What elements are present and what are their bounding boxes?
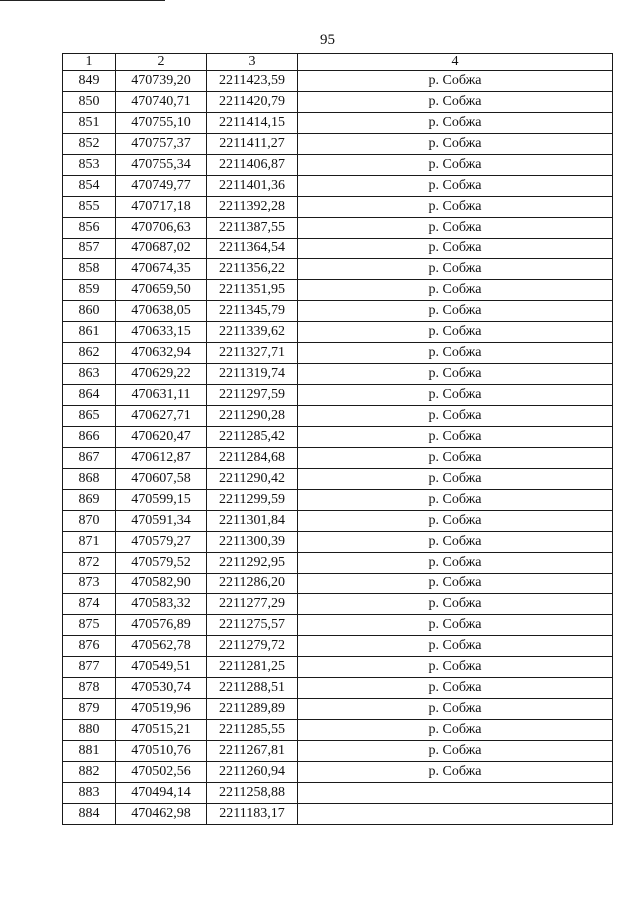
point-number-cell: 878: [63, 678, 116, 699]
point-number-cell: 866: [63, 426, 116, 447]
description-cell: р. Собжа: [298, 322, 613, 343]
table-row: [63, 426, 613, 447]
y-coordinate-cell: 2211183,17: [207, 803, 298, 824]
table-row: [63, 573, 613, 594]
x-coordinate-cell: 470706,63: [116, 217, 207, 238]
table-row: [63, 343, 613, 364]
point-number-cell: 854: [63, 175, 116, 196]
description-cell: р. Собжа: [298, 573, 613, 594]
point-number-cell: 872: [63, 552, 116, 573]
table-row: [63, 133, 613, 154]
column-header-1: 1: [63, 54, 116, 71]
y-coordinate-cell: 2211364,54: [207, 238, 298, 259]
table-row: [63, 280, 613, 301]
table-row: [63, 406, 613, 427]
point-number-cell: 856: [63, 217, 116, 238]
y-coordinate-cell: 2211414,15: [207, 112, 298, 133]
description-cell: р. Собжа: [298, 112, 613, 133]
point-number-cell: 865: [63, 406, 116, 427]
y-coordinate-cell: 2211420,79: [207, 91, 298, 112]
y-coordinate-cell: 2211351,95: [207, 280, 298, 301]
point-number-cell: 849: [63, 71, 116, 92]
point-number-cell: 867: [63, 447, 116, 468]
table-row: [63, 385, 613, 406]
point-number-cell: 852: [63, 133, 116, 154]
y-coordinate-cell: 2211267,81: [207, 741, 298, 762]
point-number-cell: 870: [63, 510, 116, 531]
table-header-row: [63, 54, 613, 71]
table-row: [63, 301, 613, 322]
x-coordinate-cell: 470620,47: [116, 426, 207, 447]
y-coordinate-cell: 2211356,22: [207, 259, 298, 280]
description-cell: р. Собжа: [298, 761, 613, 782]
x-coordinate-cell: 470632,94: [116, 343, 207, 364]
x-coordinate-cell: 470510,76: [116, 741, 207, 762]
x-coordinate-cell: 470687,02: [116, 238, 207, 259]
description-cell: р. Собжа: [298, 468, 613, 489]
description-cell: р. Собжа: [298, 636, 613, 657]
point-number-cell: 860: [63, 301, 116, 322]
x-coordinate-cell: 470599,15: [116, 489, 207, 510]
table-row: [63, 531, 613, 552]
table-row: [63, 112, 613, 133]
column-header-2: 2: [116, 54, 207, 71]
table-row: [63, 720, 613, 741]
point-number-cell: 880: [63, 720, 116, 741]
point-number-cell: 862: [63, 343, 116, 364]
description-cell: р. Собжа: [298, 133, 613, 154]
x-coordinate-cell: 470591,34: [116, 510, 207, 531]
point-number-cell: 881: [63, 741, 116, 762]
description-cell: [298, 803, 613, 824]
y-coordinate-cell: 2211297,59: [207, 385, 298, 406]
x-coordinate-cell: 470515,21: [116, 720, 207, 741]
table-body: [63, 71, 613, 825]
y-coordinate-cell: 2211299,59: [207, 489, 298, 510]
x-coordinate-cell: 470674,35: [116, 259, 207, 280]
table-row: [63, 699, 613, 720]
table-row: [63, 217, 613, 238]
table-row: [63, 91, 613, 112]
y-coordinate-cell: 2211279,72: [207, 636, 298, 657]
table-row: [63, 238, 613, 259]
description-cell: р. Собжа: [298, 217, 613, 238]
y-coordinate-cell: 2211301,84: [207, 510, 298, 531]
x-coordinate-cell: 470659,50: [116, 280, 207, 301]
y-coordinate-cell: 2211286,20: [207, 573, 298, 594]
x-coordinate-cell: 470494,14: [116, 782, 207, 803]
point-number-cell: 858: [63, 259, 116, 280]
x-coordinate-cell: 470757,37: [116, 133, 207, 154]
y-coordinate-cell: 2211423,59: [207, 71, 298, 92]
description-cell: р. Собжа: [298, 71, 613, 92]
x-coordinate-cell: 470462,98: [116, 803, 207, 824]
y-coordinate-cell: 2211284,68: [207, 447, 298, 468]
y-coordinate-cell: 2211288,51: [207, 678, 298, 699]
x-coordinate-cell: 470717,18: [116, 196, 207, 217]
table-row: [63, 782, 613, 803]
x-coordinate-cell: 470579,27: [116, 531, 207, 552]
point-number-cell: 882: [63, 761, 116, 782]
point-number-cell: 871: [63, 531, 116, 552]
description-cell: р. Собжа: [298, 615, 613, 636]
point-number-cell: 883: [63, 782, 116, 803]
x-coordinate-cell: 470755,34: [116, 154, 207, 175]
y-coordinate-cell: 2211277,29: [207, 594, 298, 615]
description-cell: р. Собжа: [298, 175, 613, 196]
x-coordinate-cell: 470519,96: [116, 699, 207, 720]
page-number: 95: [320, 32, 335, 48]
point-number-cell: 850: [63, 91, 116, 112]
point-number-cell: 853: [63, 154, 116, 175]
table-row: [63, 615, 613, 636]
description-cell: р. Собжа: [298, 510, 613, 531]
table-row: [63, 259, 613, 280]
x-coordinate-cell: 470562,78: [116, 636, 207, 657]
y-coordinate-cell: 2211290,42: [207, 468, 298, 489]
coordinates-table: [62, 53, 613, 825]
table-row: [63, 510, 613, 531]
description-cell: р. Собжа: [298, 699, 613, 720]
description-cell: р. Собжа: [298, 385, 613, 406]
description-cell: р. Собжа: [298, 406, 613, 427]
y-coordinate-cell: 2211281,25: [207, 657, 298, 678]
y-coordinate-cell: 2211387,55: [207, 217, 298, 238]
x-coordinate-cell: 470629,22: [116, 364, 207, 385]
description-cell: [298, 782, 613, 803]
x-coordinate-cell: 470502,56: [116, 761, 207, 782]
x-coordinate-cell: 470755,10: [116, 112, 207, 133]
point-number-cell: 861: [63, 322, 116, 343]
table-row: [63, 594, 613, 615]
x-coordinate-cell: 470638,05: [116, 301, 207, 322]
table-row: [63, 552, 613, 573]
y-coordinate-cell: 2211258,88: [207, 782, 298, 803]
description-cell: р. Собжа: [298, 259, 613, 280]
table-row: [63, 678, 613, 699]
description-cell: р. Собжа: [298, 552, 613, 573]
point-number-cell: 857: [63, 238, 116, 259]
table-row: [63, 175, 613, 196]
point-number-cell: 864: [63, 385, 116, 406]
x-coordinate-cell: 470607,58: [116, 468, 207, 489]
table-row: [63, 447, 613, 468]
point-number-cell: 859: [63, 280, 116, 301]
table-row: [63, 322, 613, 343]
x-coordinate-cell: 470633,15: [116, 322, 207, 343]
y-coordinate-cell: 2211260,94: [207, 761, 298, 782]
y-coordinate-cell: 2211285,55: [207, 720, 298, 741]
point-number-cell: 869: [63, 489, 116, 510]
table-row: [63, 761, 613, 782]
y-coordinate-cell: 2211339,62: [207, 322, 298, 343]
x-coordinate-cell: 470627,71: [116, 406, 207, 427]
x-coordinate-cell: 470549,51: [116, 657, 207, 678]
point-number-cell: 855: [63, 196, 116, 217]
point-number-cell: 873: [63, 573, 116, 594]
table-row: [63, 364, 613, 385]
description-cell: р. Собжа: [298, 531, 613, 552]
x-coordinate-cell: 470631,11: [116, 385, 207, 406]
description-cell: р. Собжа: [298, 489, 613, 510]
x-coordinate-cell: 470749,77: [116, 175, 207, 196]
description-cell: р. Собжа: [298, 196, 613, 217]
table-row: [63, 71, 613, 92]
y-coordinate-cell: 2211319,74: [207, 364, 298, 385]
description-cell: р. Собжа: [298, 594, 613, 615]
table-row: [63, 803, 613, 824]
y-coordinate-cell: 2211290,28: [207, 406, 298, 427]
point-number-cell: 874: [63, 594, 116, 615]
description-cell: р. Собжа: [298, 91, 613, 112]
description-cell: р. Собжа: [298, 678, 613, 699]
y-coordinate-cell: 2211289,89: [207, 699, 298, 720]
y-coordinate-cell: 2211345,79: [207, 301, 298, 322]
point-number-cell: 875: [63, 615, 116, 636]
table-row: [63, 489, 613, 510]
y-coordinate-cell: 2211392,28: [207, 196, 298, 217]
point-number-cell: 879: [63, 699, 116, 720]
description-cell: р. Собжа: [298, 280, 613, 301]
description-cell: р. Собжа: [298, 238, 613, 259]
point-number-cell: 863: [63, 364, 116, 385]
description-cell: р. Собжа: [298, 720, 613, 741]
y-coordinate-cell: 2211327,71: [207, 343, 298, 364]
table-row: [63, 468, 613, 489]
description-cell: р. Собжа: [298, 426, 613, 447]
x-coordinate-cell: 470579,52: [116, 552, 207, 573]
x-coordinate-cell: 470740,71: [116, 91, 207, 112]
x-coordinate-cell: 470576,89: [116, 615, 207, 636]
description-cell: р. Собжа: [298, 343, 613, 364]
y-coordinate-cell: 2211300,39: [207, 531, 298, 552]
point-number-cell: 876: [63, 636, 116, 657]
point-number-cell: 884: [63, 803, 116, 824]
table-row: [63, 636, 613, 657]
description-cell: р. Собжа: [298, 447, 613, 468]
x-coordinate-cell: 470530,74: [116, 678, 207, 699]
point-number-cell: 877: [63, 657, 116, 678]
y-coordinate-cell: 2211285,42: [207, 426, 298, 447]
x-coordinate-cell: 470582,90: [116, 573, 207, 594]
column-header-4: 4: [298, 54, 613, 71]
column-header-3: 3: [207, 54, 298, 71]
y-coordinate-cell: 2211406,87: [207, 154, 298, 175]
description-cell: р. Собжа: [298, 154, 613, 175]
scan-edge-line: [0, 0, 165, 1]
description-cell: р. Собжа: [298, 364, 613, 385]
description-cell: р. Собжа: [298, 301, 613, 322]
point-number-cell: 868: [63, 468, 116, 489]
x-coordinate-cell: 470612,87: [116, 447, 207, 468]
table-row: [63, 741, 613, 762]
table-row: [63, 196, 613, 217]
table-row: [63, 657, 613, 678]
y-coordinate-cell: 2211401,36: [207, 175, 298, 196]
description-cell: р. Собжа: [298, 657, 613, 678]
description-cell: р. Собжа: [298, 741, 613, 762]
y-coordinate-cell: 2211275,57: [207, 615, 298, 636]
point-number-cell: 851: [63, 112, 116, 133]
y-coordinate-cell: 2211411,27: [207, 133, 298, 154]
y-coordinate-cell: 2211292,95: [207, 552, 298, 573]
x-coordinate-cell: 470739,20: [116, 71, 207, 92]
x-coordinate-cell: 470583,32: [116, 594, 207, 615]
table-row: [63, 154, 613, 175]
